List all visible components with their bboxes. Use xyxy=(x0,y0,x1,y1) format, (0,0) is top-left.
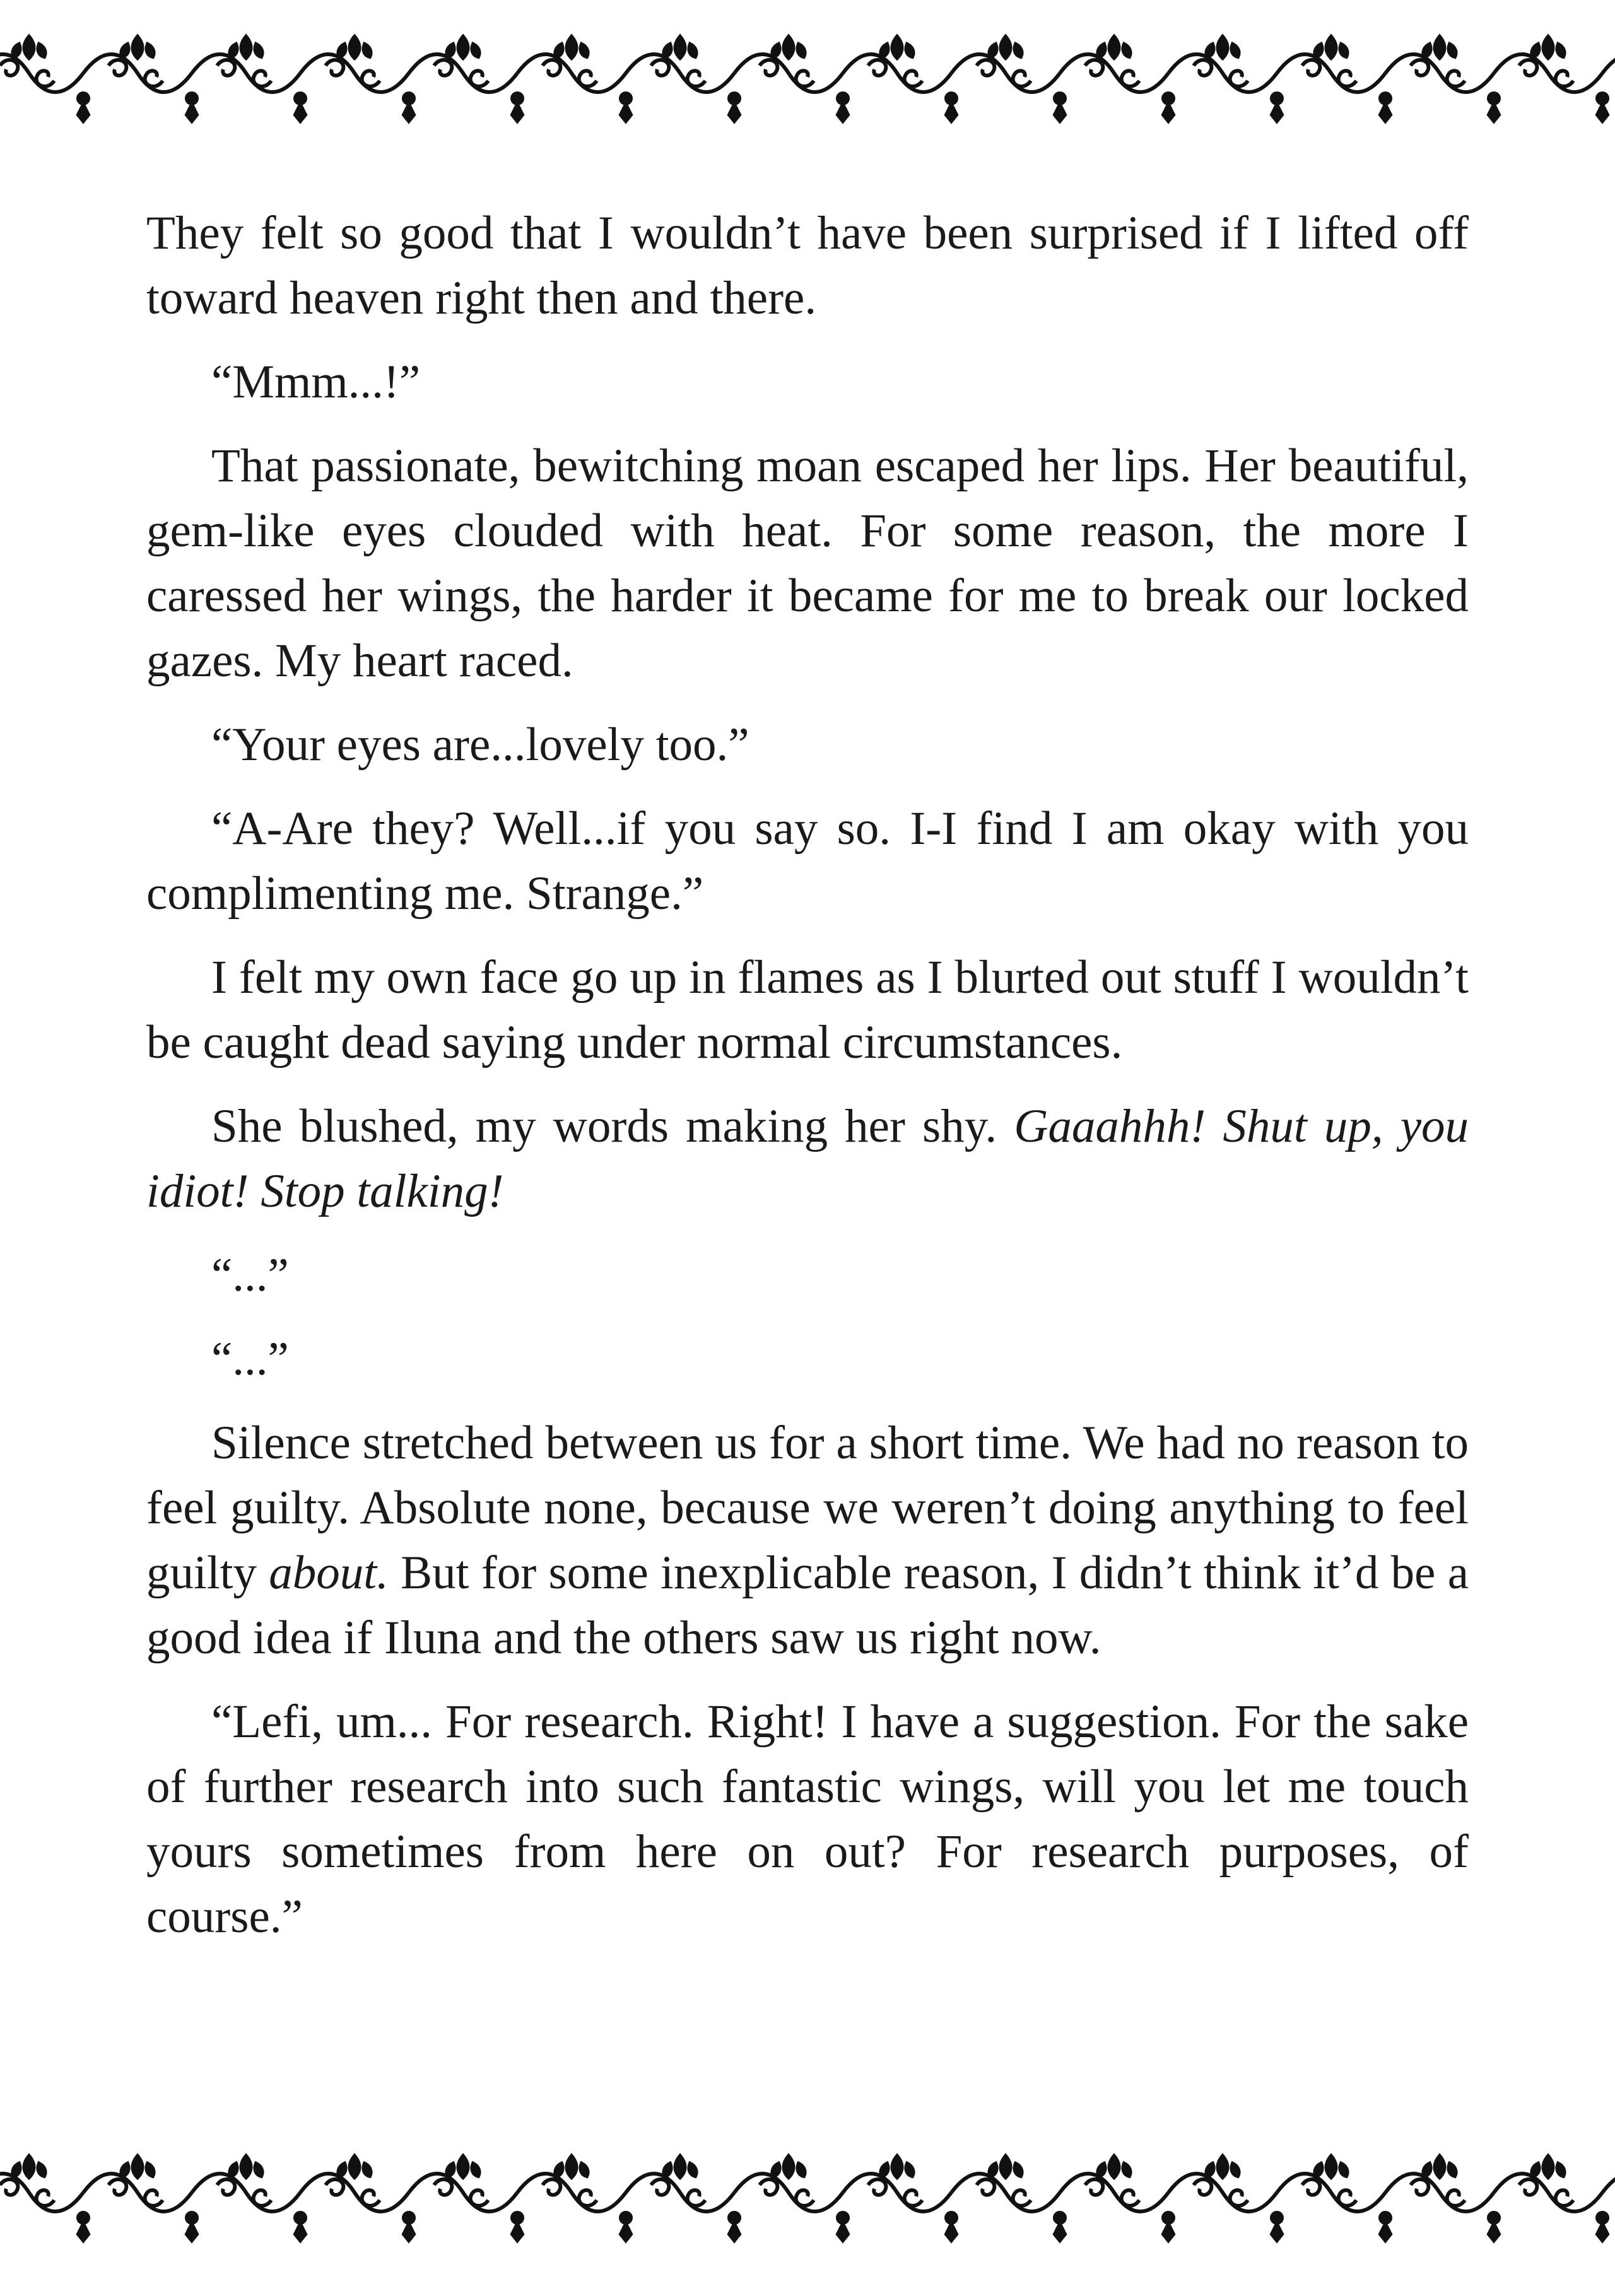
paragraph: “...” xyxy=(211,1249,289,1301)
paragraph: “A-Are they? Well...if you say so. I-I find I am okay with you complimenting me. Strange.” xyxy=(146,802,1469,920)
paragraph: That passionate, bewitching moan escaped her lips. Her beautiful, gem-like eyes clouded with heat. For some reason, the more I caressed her wings, the harder it became for me to break our locked gazes. My heart raced. xyxy=(146,440,1469,687)
paragraph-segment: Silence stretched between us for a short time. We had no reason to feel guilty. Absolute none, because we weren’t doing anything to feel guilty xyxy=(146,1417,1469,1599)
paragraph xyxy=(146,1410,1469,1670)
paragraph: “Mmm...!” xyxy=(211,356,421,408)
paragraph: I felt my own face go up in flames as I blurted out stuff I wouldn’t be caught dead saying under normal circumstances. xyxy=(146,951,1469,1069)
paragraph: “Lefi, um... For research. Right! I have a suggestion. For the sake of further research into such fantastic wings, will you let me touch yours sometimes from here on out? For research purposes, of course.” xyxy=(146,1696,1469,1943)
ornamental-scroll-border-icon xyxy=(0,25,1615,151)
paragraph: They felt so good that I wouldn’t have been surprised if I lifted off toward heaven right then and there. xyxy=(146,207,1469,324)
paragraph-segment: She blushed, my words making her shy. xyxy=(211,1100,1014,1152)
top-ornamental-border xyxy=(0,25,1615,151)
bottom-ornamental-border xyxy=(0,2145,1615,2271)
paragraph xyxy=(146,1094,1469,1224)
paragraph-segment: But for some inexplicable reason, I didn’t think it’d be a good idea if Iluna and the others saw us right now. xyxy=(146,1547,1469,1664)
paragraph-italic-segment: Gaaahhh! Shut up, you idiot! Stop talking! xyxy=(146,1100,1469,1217)
paragraph: “Your eyes are...lovely too.” xyxy=(211,718,749,771)
ornamental-scroll-border-icon xyxy=(0,2145,1615,2271)
page-body-text xyxy=(146,201,1469,1968)
paragraph-italic-segment: about. xyxy=(269,1547,389,1599)
paragraph: “...” xyxy=(211,1333,289,1385)
